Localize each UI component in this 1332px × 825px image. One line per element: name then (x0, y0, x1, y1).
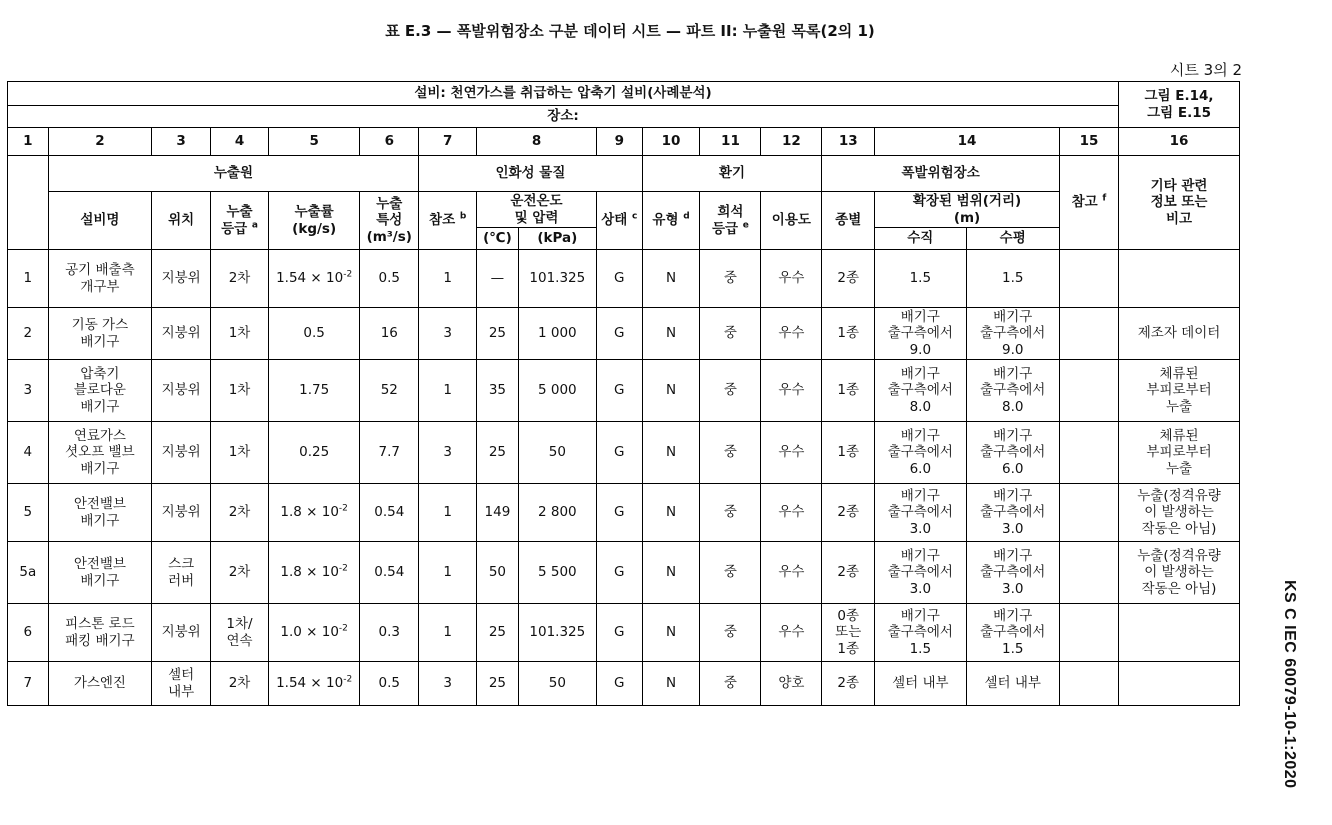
vertical-extent: 배기구 출구측에서 3.0 (875, 542, 966, 604)
column-number: 12 (761, 128, 822, 156)
temperature: 25 (477, 422, 519, 484)
column-number: 15 (1059, 128, 1118, 156)
equipment-name: 안전밸브 배기구 (48, 542, 152, 604)
location: 지붕위 (152, 422, 211, 484)
ventilation-type: N (642, 662, 700, 706)
availability: 우수 (761, 422, 822, 484)
zone-type: 2종 (822, 662, 875, 706)
pressure: 50 (518, 662, 596, 706)
group-source: 누출원 (48, 156, 419, 192)
header-characteristic: 누출 특성 (m³/s) (360, 192, 419, 250)
leak-rate: $1.0 \times 10^{-2}$ (268, 604, 359, 662)
state: G (596, 250, 642, 308)
grade: 2차 (211, 542, 269, 604)
availability: 우수 (761, 484, 822, 542)
header-note: 참고 $^f$ (1059, 156, 1118, 250)
equipment-name: 안전밸브 배기구 (48, 484, 152, 542)
reference: 3 (419, 662, 477, 706)
state: G (596, 542, 642, 604)
grade: 1차 (211, 360, 269, 422)
horizontal-extent: 배기구 출구측에서 8.0 (966, 360, 1059, 422)
blank-header (8, 156, 49, 250)
leak-characteristic: 7.7 (360, 422, 419, 484)
column-number: 4 (211, 128, 269, 156)
reference: 1 (419, 250, 477, 308)
availability: 양호 (761, 662, 822, 706)
header-dilution: 희석 등급 $^e$ (700, 192, 761, 250)
header-other-info: 기타 관련 정보 또는 비고 (1119, 156, 1240, 250)
table-row (8, 604, 1240, 662)
other-info (1119, 662, 1240, 706)
ventilation-type: N (642, 422, 700, 484)
header-zone: 종별 (822, 192, 875, 250)
pressure: 5 000 (518, 360, 596, 422)
temperature: 25 (477, 662, 519, 706)
zone-type: 1종 (822, 360, 875, 422)
header-horizontal: 수평 (966, 228, 1059, 250)
column-number: 6 (360, 128, 419, 156)
vertical-extent: 배기구 출구측에서 3.0 (875, 484, 966, 542)
group-substance: 인화성 물질 (419, 156, 642, 192)
dilution-grade: 중 (700, 484, 761, 542)
leak-rate: $1.8 \times 10^{-2}$ (268, 484, 359, 542)
note (1059, 422, 1118, 484)
pressure: 1 000 (518, 308, 596, 360)
table-row (8, 360, 1240, 422)
zone-type: 1종 (822, 308, 875, 360)
state: G (596, 308, 642, 360)
row-number: 4 (8, 422, 49, 484)
vertical-extent: 배기구 출구측에서 1.5 (875, 604, 966, 662)
header-type: 유형 $^d$ (642, 192, 700, 250)
pressure: 101.325 (518, 250, 596, 308)
state: G (596, 604, 642, 662)
availability: 우수 (761, 308, 822, 360)
table-row (8, 422, 1240, 484)
zone-type: 2종 (822, 542, 875, 604)
column-number: 8 (477, 128, 597, 156)
grade: 1차 (211, 422, 269, 484)
leak-rate: 0.5 (268, 308, 359, 360)
pressure: 50 (518, 422, 596, 484)
column-number: 11 (700, 128, 761, 156)
location: 셀터 내부 (152, 662, 211, 706)
horizontal-extent: 배기구 출구측에서 9.0 (966, 308, 1059, 360)
sheet-number: 시트 3의 2 (1169, 61, 1242, 79)
horizontal-extent: 1.5 (966, 250, 1059, 308)
temperature: 35 (477, 360, 519, 422)
figure-reference: 그림 E.14, 그림 E.15 (1119, 82, 1240, 128)
column-number: 2 (48, 128, 152, 156)
location: 지붕위 (152, 250, 211, 308)
zone-type: 2종 (822, 484, 875, 542)
dilution-grade: 중 (700, 422, 761, 484)
ventilation-type: N (642, 484, 700, 542)
grade: 2차 (211, 484, 269, 542)
row-number: 6 (8, 604, 49, 662)
leak-rate: 1.75 (268, 360, 359, 422)
leak-characteristic: 0.54 (360, 542, 419, 604)
other-info: 체류된 부피로부터 누출 (1119, 360, 1240, 422)
equipment-name: 압축기 블로다운 배기구 (48, 360, 152, 422)
reference: 3 (419, 308, 477, 360)
other-info (1119, 604, 1240, 662)
column-number: 1 (8, 128, 49, 156)
header-availability: 이용도 (761, 192, 822, 250)
horizontal-extent: 배기구 출구측에서 3.0 (966, 484, 1059, 542)
reference: 1 (419, 360, 477, 422)
ventilation-type: N (642, 542, 700, 604)
pressure: 5 500 (518, 542, 596, 604)
column-number: 16 (1119, 128, 1240, 156)
row-number: 5a (8, 542, 49, 604)
grade: 1차/ 연속 (211, 604, 269, 662)
leak-characteristic: 16 (360, 308, 419, 360)
leak-characteristic: 0.3 (360, 604, 419, 662)
temperature: — (477, 250, 519, 308)
header-pressure-unit: (kPa) (518, 228, 596, 250)
header-vertical: 수직 (875, 228, 966, 250)
vertical-extent: 1.5 (875, 250, 966, 308)
availability: 우수 (761, 604, 822, 662)
equipment-name: 연료가스 셧오프 밸브 배기구 (48, 422, 152, 484)
header-reference: 참조 $^b$ (419, 192, 477, 250)
pressure: 2 800 (518, 484, 596, 542)
vertical-extent: 배기구 출구측에서 9.0 (875, 308, 966, 360)
location: 지붕위 (152, 484, 211, 542)
group-ventilation: 환기 (642, 156, 822, 192)
equipment-name: 가스엔진 (48, 662, 152, 706)
row-number: 7 (8, 662, 49, 706)
grade: 2차 (211, 662, 269, 706)
availability: 우수 (761, 542, 822, 604)
table-row (8, 308, 1240, 360)
leak-rate: $1.54 \times 10^{-2}$ (268, 662, 359, 706)
note (1059, 360, 1118, 422)
horizontal-extent: 배기구 출구측에서 6.0 (966, 422, 1059, 484)
table-row (8, 662, 1240, 706)
state: G (596, 360, 642, 422)
dilution-grade: 중 (700, 542, 761, 604)
availability: 우수 (761, 250, 822, 308)
location: 지붕위 (152, 604, 211, 662)
row-number: 3 (8, 360, 49, 422)
dilution-grade: 중 (700, 360, 761, 422)
row-number: 2 (8, 308, 49, 360)
dilution-grade: 중 (700, 662, 761, 706)
note (1059, 542, 1118, 604)
table-row (8, 484, 1240, 542)
leak-source-table (7, 81, 1240, 706)
group-hazardous-area: 폭발위험장소 (822, 156, 1060, 192)
leak-characteristic: 52 (360, 360, 419, 422)
note (1059, 308, 1118, 360)
reference: 1 (419, 484, 477, 542)
row-number: 5 (8, 484, 49, 542)
state: G (596, 662, 642, 706)
column-number: 10 (642, 128, 700, 156)
dilution-grade: 중 (700, 604, 761, 662)
note (1059, 604, 1118, 662)
availability: 우수 (761, 360, 822, 422)
other-info (1119, 250, 1240, 308)
dilution-grade: 중 (700, 308, 761, 360)
row-number: 1 (8, 250, 49, 308)
table-row (8, 542, 1240, 604)
note (1059, 484, 1118, 542)
location: 지붕위 (152, 308, 211, 360)
header-location: 위치 (152, 192, 211, 250)
column-number: 13 (822, 128, 875, 156)
leak-rate: 0.25 (268, 422, 359, 484)
location: 지붕위 (152, 360, 211, 422)
equipment-name: 피스톤 로드 패킹 배기구 (48, 604, 152, 662)
other-info: 체류된 부피로부터 누출 (1119, 422, 1240, 484)
equipment-name: 공기 배출측 개구부 (48, 250, 152, 308)
grade: 2차 (211, 250, 269, 308)
zone-type: 2종 (822, 250, 875, 308)
header-equipment-name: 설비명 (48, 192, 152, 250)
column-number: 7 (419, 128, 477, 156)
equipment-label: 설비: 천연가스를 취급하는 압축기 설비(사례분석) (8, 82, 1119, 106)
leak-characteristic: 0.54 (360, 484, 419, 542)
leak-characteristic: 0.5 (360, 662, 419, 706)
zone-type: 0종 또는 1종 (822, 604, 875, 662)
temperature: 25 (477, 604, 519, 662)
vertical-extent: 배기구 출구측에서 8.0 (875, 360, 966, 422)
note (1059, 250, 1118, 308)
state: G (596, 484, 642, 542)
column-number: 3 (152, 128, 211, 156)
note (1059, 662, 1118, 706)
ventilation-type: N (642, 250, 700, 308)
dilution-grade: 중 (700, 250, 761, 308)
zone-type: 1종 (822, 422, 875, 484)
reference: 1 (419, 542, 477, 604)
horizontal-extent: 배기구 출구측에서 3.0 (966, 542, 1059, 604)
header-state: 상태 $^c$ (596, 192, 642, 250)
horizontal-extent: 배기구 출구측에서 1.5 (966, 604, 1059, 662)
header-temp-unit: (℃) (477, 228, 519, 250)
state: G (596, 422, 642, 484)
table-title: 표 E.3 — 폭발위험장소 구분 데이터 시트 — 파트 II: 누출원 목록(2의 1) (385, 22, 875, 40)
header-grade: 누출 등급 $^a$ (211, 192, 269, 250)
header-extent: 확장된 범위(거리) (m) (875, 192, 1060, 228)
ventilation-type: N (642, 604, 700, 662)
vertical-extent: 셀터 내부 (875, 662, 966, 706)
location-label: 장소: (8, 106, 1119, 128)
temperature: 50 (477, 542, 519, 604)
horizontal-extent: 셀터 내부 (966, 662, 1059, 706)
other-info: 누출(정격유량 이 발생하는 작동은 아님) (1119, 484, 1240, 542)
leak-characteristic: 0.5 (360, 250, 419, 308)
other-info: 누출(정격유량 이 발생하는 작동은 아님) (1119, 542, 1240, 604)
column-number: 5 (268, 128, 359, 156)
reference: 3 (419, 422, 477, 484)
vertical-extent: 배기구 출구측에서 6.0 (875, 422, 966, 484)
ventilation-type: N (642, 308, 700, 360)
temperature: 149 (477, 484, 519, 542)
leak-rate: $1.54 \times 10^{-2}$ (268, 250, 359, 308)
standard-code: KS C IEC 60079-10-1:2020 (1281, 580, 1298, 789)
table-row (8, 250, 1240, 308)
header-rate: 누출률 (kg/s) (268, 192, 359, 250)
equipment-name: 기동 가스 배기구 (48, 308, 152, 360)
other-info: 제조자 데이터 (1119, 308, 1240, 360)
grade: 1차 (211, 308, 269, 360)
leak-rate: $1.8 \times 10^{-2}$ (268, 542, 359, 604)
reference: 1 (419, 604, 477, 662)
column-number: 14 (875, 128, 1060, 156)
location: 스크 러버 (152, 542, 211, 604)
temperature: 25 (477, 308, 519, 360)
header-op-temp-pressure: 운전온도 및 압력 (477, 192, 597, 228)
column-number: 9 (596, 128, 642, 156)
ventilation-type: N (642, 360, 700, 422)
pressure: 101.325 (518, 604, 596, 662)
